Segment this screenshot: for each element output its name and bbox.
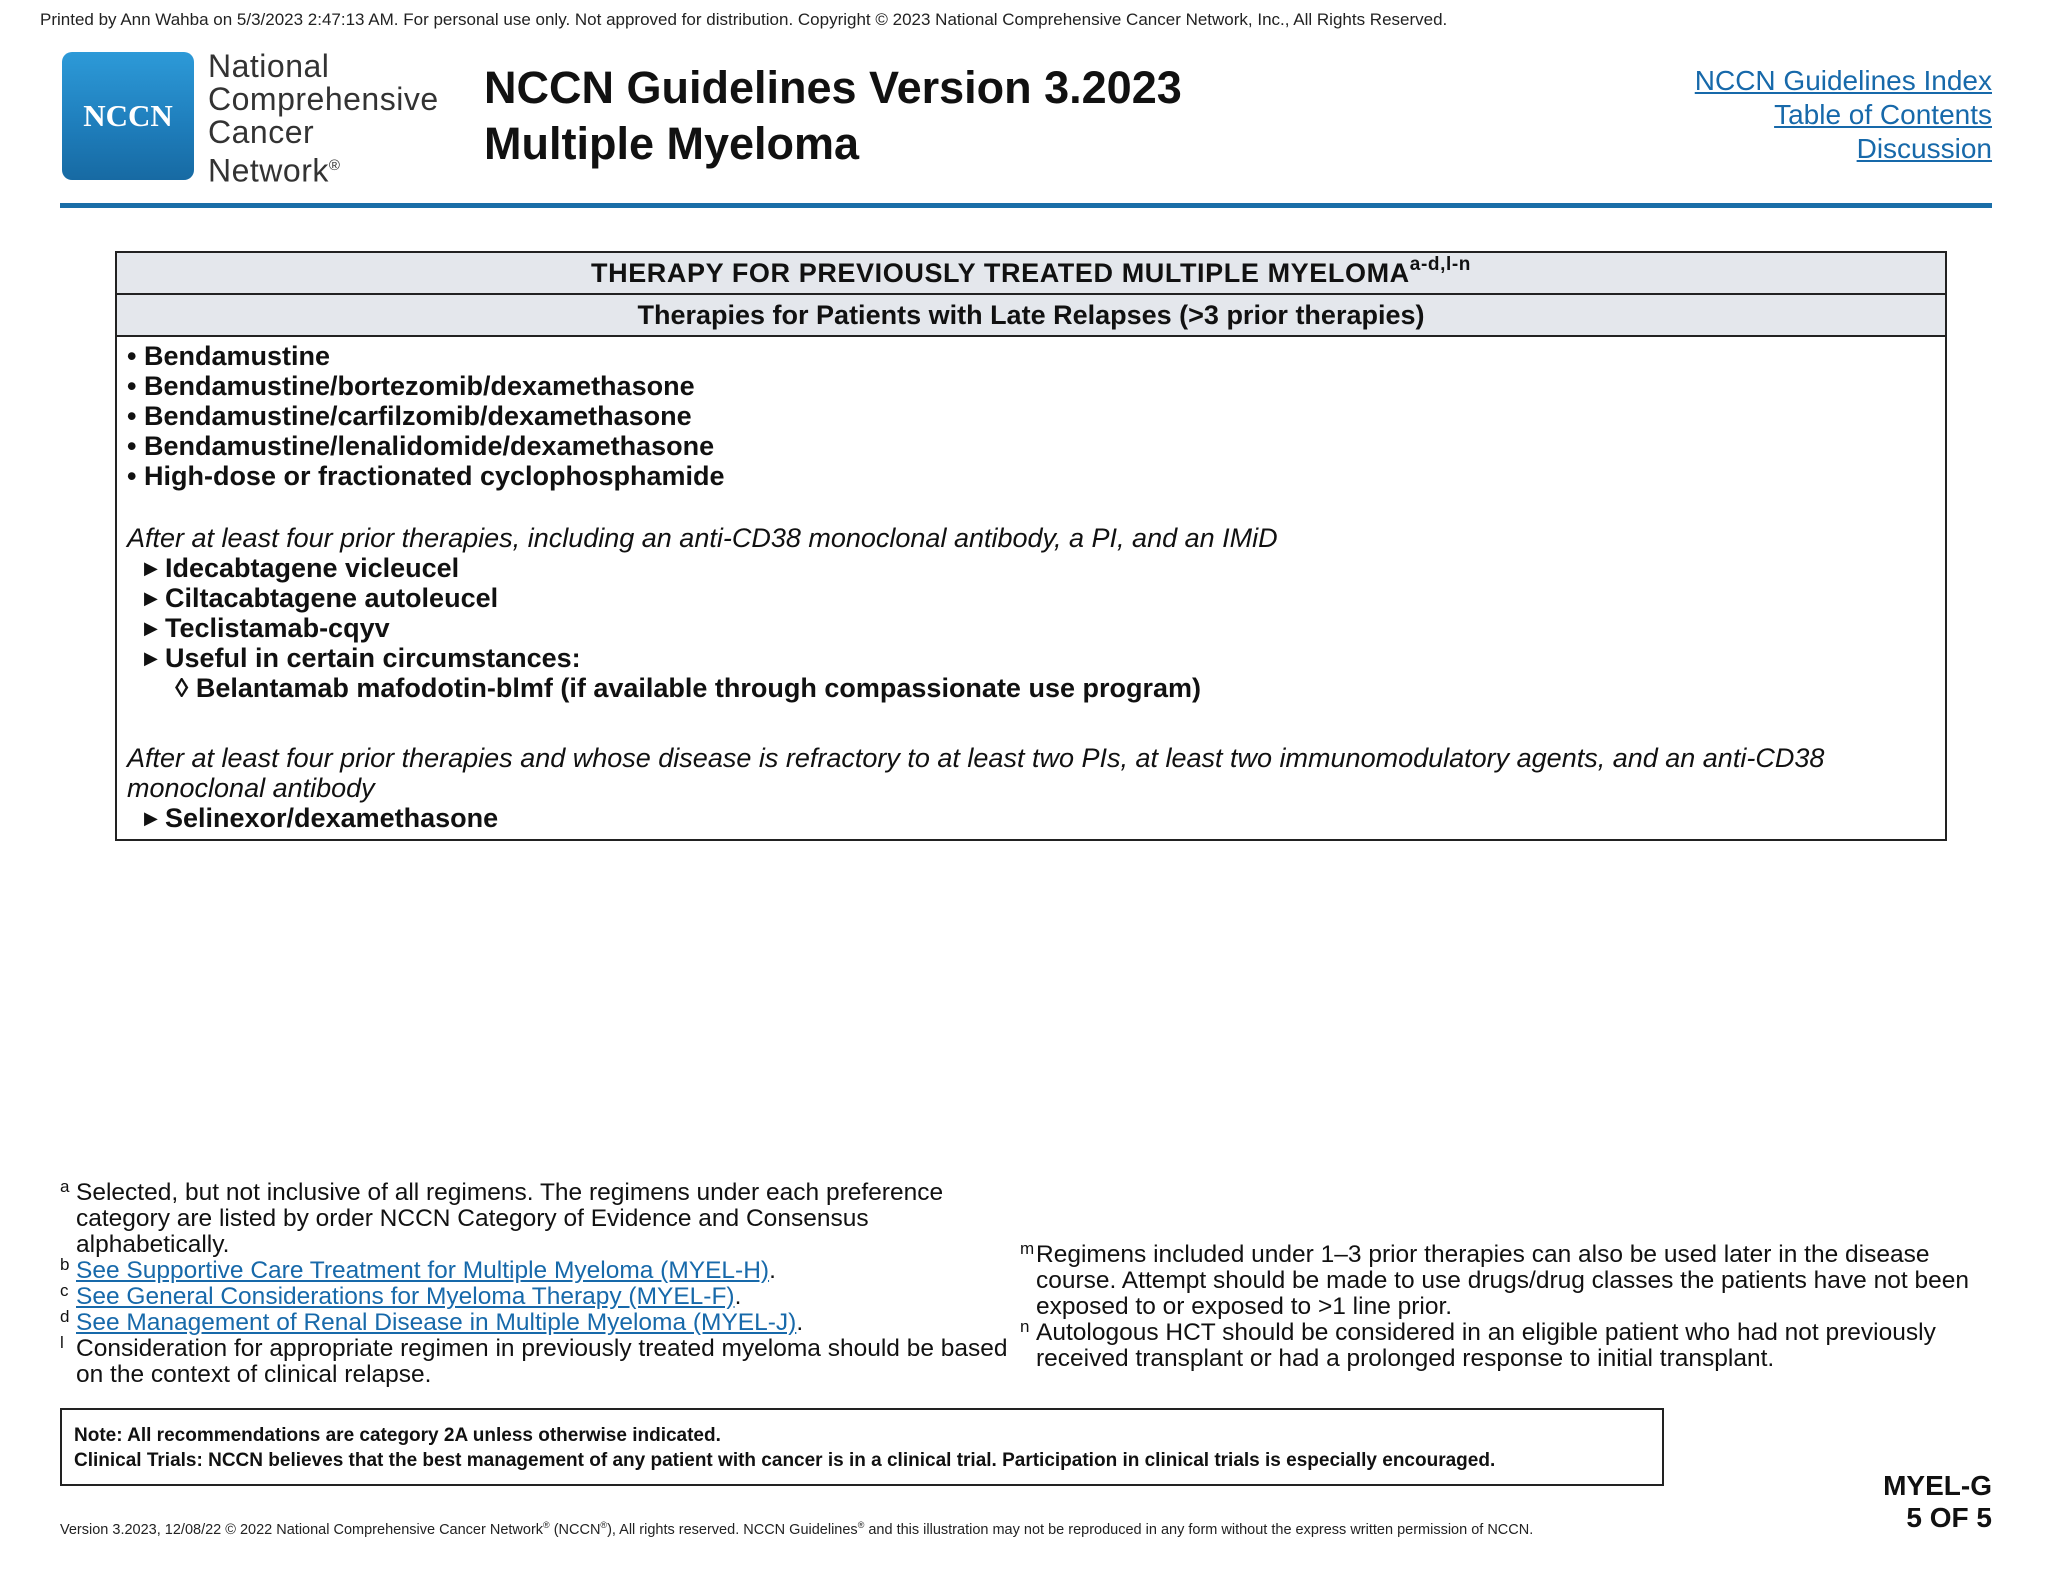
therapy-table-heading [117, 253, 1945, 295]
footnote-m: m Regimens included under 1–3 prior therapies can also be used later in the disease course. Attempt should be made to use drugs/drug classes the patients have not been exposed to or exposed to >1 line prior. [1020, 1239, 1969, 1320]
org-name-network: Network [208, 152, 329, 189]
footnote-d: d See Management of Renal Disease in Multiple Myeloma (MYEL-J). [60, 1307, 804, 1336]
list-item: • Bendamustine/carfilzomib/dexamethasone [127, 401, 1935, 431]
heading-footnote-refs: a-d,l-n [1409, 254, 1471, 275]
footnote-l: l Consideration for appropriate regimen in previously treated myeloma should be based on the context of clinical relapse. [60, 1333, 1008, 1388]
print-notice: Printed by Ann Wahba on 5/3/2023 2:47:13 AM. For personal use only. Not approved for distribution. Copyright © 2023 National Comprehensive Cancer Network, Inc., All Rights Reserved. [40, 10, 1448, 29]
list-item: • Bendamustine [127, 341, 1935, 371]
footnote-n: n Autologous HCT should be considered in an eligible patient who had not previously received transplant or had a prolonged response to initial transplant. [1020, 1317, 1936, 1372]
note-clinical-trials: Clinical Trials: NCCN believes that the best management of any patient with cancer is in a clinical trial. Participation in clinical trials is especially encouraged. [74, 1450, 1496, 1471]
org-name-line: Comprehensive [208, 81, 439, 117]
list-item: • Bendamustine/bortezomib/dexamethasone [127, 371, 1935, 401]
renal-disease-link[interactable]: See Management of Renal Disease in Multiple Myeloma (MYEL-J) [76, 1309, 797, 1336]
context-four-prior-therapies: After at least four prior therapies, including an anti-CD38 monoclonal antibody, a PI, and an IMiD [127, 523, 1278, 553]
supportive-care-link[interactable]: See Supportive Care Treatment for Multiple Myeloma (MYEL-H) [76, 1257, 770, 1284]
note-box [60, 1408, 1664, 1486]
guidelines-index-link[interactable]: NCCN Guidelines Index [1694, 65, 1992, 96]
list-item: ▶ Useful in certain circumstances: [144, 643, 581, 673]
footnote-c: c See General Considerations for Myeloma Therapy (MYEL-F). [60, 1281, 742, 1310]
nccn-logo [62, 52, 194, 180]
footnote-a: a Selected, but not inclusive of all regimens. The regimens under each preference category are listed by order NCCN Category of Evidence and Consensus alphabetically. [60, 1177, 944, 1258]
footnote-b: b See Supportive Care Treatment for Multiple Myeloma (MYEL-H). [60, 1255, 776, 1284]
page-title [484, 60, 1182, 172]
logo-abbr: NCCN [83, 98, 173, 133]
triangle-right-icon: ▶ [144, 618, 158, 638]
general-considerations-link[interactable]: See General Considerations for Myeloma Therapy (MYEL-F) [76, 1283, 735, 1310]
therapy-table-subheading: Therapies for Patients with Late Relapses (>3 prior therapies) [117, 295, 1945, 337]
list-item: • High-dose or fractionated cyclophosphamide [127, 461, 1935, 491]
context1-list [127, 553, 1935, 673]
list-item: • Bendamustine/lenalidomide/dexamethasone [127, 431, 1935, 461]
list-item: ▶ Selinexor/dexamethasone [144, 803, 499, 833]
guideline-nav [1695, 64, 1992, 166]
therapy-table [115, 251, 1947, 841]
triangle-right-icon: ▶ [144, 808, 158, 828]
page-code-id: MYEL-G [1883, 1470, 1992, 1501]
page-code-number: 5 OF 5 [1906, 1502, 1992, 1533]
footnotes-right [1020, 1239, 1995, 1372]
footnotes-left [60, 1177, 1010, 1388]
triangle-right-icon: ▶ [144, 648, 158, 668]
registered-mark: ® [328, 157, 341, 174]
org-name-line: Cancer [208, 114, 315, 150]
title-line-1: NCCN Guidelines Version 3.2023 [484, 62, 1182, 113]
org-name-line: National [208, 48, 330, 84]
context-refractory: After at least four prior therapies and whose disease is refractory to at least two PIs, at least two immunomodulatory agents, and an anti-CD38 monoclonal antibody [127, 743, 1825, 803]
triangle-right-icon: ▶ [144, 588, 158, 608]
page-code [1883, 1470, 1992, 1534]
regimen-list [127, 341, 1935, 491]
context2-list [127, 803, 1935, 833]
title-line-2: Multiple Myeloma [484, 118, 860, 169]
therapy-table-body [117, 337, 1945, 839]
table-of-contents-link[interactable]: Table of Contents [1774, 99, 1992, 130]
version-copyright: Version 3.2023, 12/08/22 © 2022 National Comprehensive Cancer Network® (NCCN®), All rights reserved. NCCN Guidelines® and this illustration may not be reproduced in any form without the express written permission of NCCN. [60, 1520, 1534, 1538]
discussion-link[interactable]: Discussion [1856, 133, 1992, 164]
list-item: ▶ Teclistamab-cqyv [144, 613, 390, 643]
heading-text: THERAPY FOR PREVIOUSLY TREATED MULTIPLE MYELOMA [591, 258, 1410, 288]
header-divider [60, 203, 1992, 208]
triangle-right-icon: ▶ [144, 558, 158, 578]
org-name-line [208, 149, 439, 188]
organization-name [208, 50, 439, 188]
useful-circumstance-item: ◊ Belantamab mafodotin-blmf (if available through compassionate use program) [175, 673, 1201, 703]
list-item: ▶ Idecabtagene vicleucel [144, 553, 460, 583]
list-item: ▶ Ciltacabtagene autoleucel [144, 583, 499, 613]
note-category: Note: All recommendations are category 2A unless otherwise indicated. [74, 1425, 721, 1446]
